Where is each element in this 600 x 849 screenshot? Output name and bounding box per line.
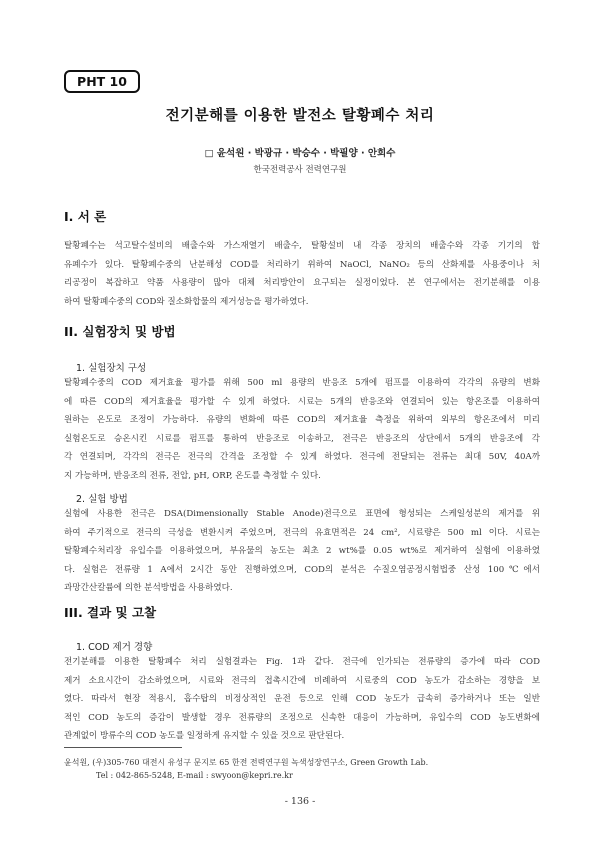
paragraph-line: 실험에 사용한 전극은 DSA(Dimensionally Stable Anode)전극으로 표면에 형성되는 스케일성분의 제거를 위 [64, 509, 540, 519]
paragraph-line: 탈황폐수는 석고탈수설비의 배출수와 가스재열기 배출수, 탈황설비 내 각종 장치의 배출수와 각종 기기의 합 [64, 241, 540, 251]
paragraph-line: 였다. 따라서 현장 적용시, 흡수탑의 비정상적인 운전 등으로 인해 COD 농도가 급속히 증가하거나 또는 일반 [64, 694, 540, 705]
subsection-heading: 1. 실험장치 구성 [76, 363, 147, 374]
paragraph-line: 실험온도로 승온시킨 시료를 펌프를 통하여 반응조로 이송하고, 전극은 반응조의 상단에서 5개의 반응조에 각 [64, 433, 540, 444]
subsection-heading: 2. 실험 방법 [76, 494, 128, 505]
session-tag: PHT 10 [64, 70, 140, 93]
paragraph-line: 유폐수가 있다. 탈황폐수중의 난분해성 COD를 처리하기 위하여 NaOCl, NaNO₂ 등의 산화제를 사용중이나 처 [64, 259, 540, 270]
section-heading-intro: I. 서 론 [64, 209, 107, 224]
subsection-heading: 1. COD 제거 경향 [76, 642, 153, 653]
paragraph-line: 전기분해를 이용한 탈황폐수 처리 실험결과는 Fig. 1과 같다. 전극에 인가되는 전류량의 증가에 따라 COD [64, 657, 540, 667]
paragraph-line: 리공정이 복잡하고 약품 사용량이 많아 대체 처리방안이 요구되는 실정이었다. 본 연구에서는 전기분해를 이용 [64, 278, 540, 289]
paragraph-line: 에 따른 COD의 제거효율을 평가할 수 있게 하였다. 시료는 5개의 반응조와 연결되어 있는 항온조를 이용하여 [64, 396, 540, 407]
paragraph-line: 탈황폐수중의 COD 제거효율 평가를 위해 500 ml 용량의 반응조 5개에 펌프를 이용하여 각각의 유량의 변화 [64, 378, 540, 388]
paragraph-line: 관계없이 방류수의 COD 농도를 일정하게 유지할 수 있을 것으로 판단된다. [64, 731, 345, 742]
affiliation: 한국전력공사 전력연구원 [253, 165, 347, 175]
footnote-divider [64, 747, 182, 748]
results-paragraph [64, 653, 540, 746]
paragraph-line: 다. 실험은 전류량 1 A에서 2시간 동안 진행하였으며, COD의 분석은 수질오염공정시험법중 산성 100℃에서 [64, 564, 540, 575]
paragraph-line: 하여 탈황폐수중의 COD와 질소화합물의 제거성능을 평가하였다. [64, 296, 309, 307]
paper-title: 전기분해를 이용한 발전소 탈황폐수 처리 [165, 108, 435, 124]
page-number: - 136 - [284, 796, 316, 807]
section-heading-methods: II. 실험장치 및 방법 [64, 324, 176, 339]
paragraph-line: 적인 COD 농도의 증감이 발생할 경우 전류량의 조정으로 신속한 대응이 가능하며, 유입수의 COD 농도변화에 [64, 712, 540, 723]
intro-paragraph [64, 237, 540, 311]
paragraph-line: 제거 소요시간이 감소하였으며, 시료와 전극의 접촉시간에 비례하여 시료중의 COD 농도가 감소하는 경향을 보 [64, 675, 540, 686]
author-list: □ 윤석원 · 박광규 · 박승수 · 박필양 · 안희수 [204, 148, 396, 159]
footnote-address: 윤석원, (우)305-760 대전시 유성구 문지로 65 한전 전력연구원 녹색성장연구소, Green Growth Lab. [64, 758, 429, 767]
setup-paragraph [64, 374, 540, 486]
method-paragraph [64, 505, 540, 598]
paragraph-line: 원하는 온도로 조정이 가능하다. 유량의 변화에 따른 COD의 제거효율 측정을 위하여 외부의 항온조에서 미리 [64, 415, 540, 426]
footnote-contact: Tel : 042-865-5248, E-mail : swyoon@kepri.re.kr [96, 771, 293, 780]
paragraph-line: 하여 주기적으로 전극의 극성을 변환시켜 주었으며, 전극의 유효면적은 24 cm², 시료량은 500 ml 이다. 시료는 [64, 527, 540, 538]
paragraph-line: 각 연결되며, 각각의 전극은 전극의 간격을 조정할 수 있게 하였다. 전극에 전달되는 전류는 최대 50V, 40A까 [64, 452, 540, 463]
paragraph-line: 탈황폐수처리장 유입수를 이용하였으며, 부유물의 농도는 최초 2 wt%를 0.05 wt%로 제거하여 실험에 이용하였 [64, 546, 540, 557]
paragraph-line: 과망간산칼륨에 의한 분석방법을 사용하였다. [64, 583, 233, 594]
paragraph-line: 지 가능하며, 반응조의 전류, 전압, pH, ORP, 온도를 측정할 수 있다. [64, 470, 321, 481]
section-heading-results: III. 결과 및 고찰 [64, 605, 157, 620]
